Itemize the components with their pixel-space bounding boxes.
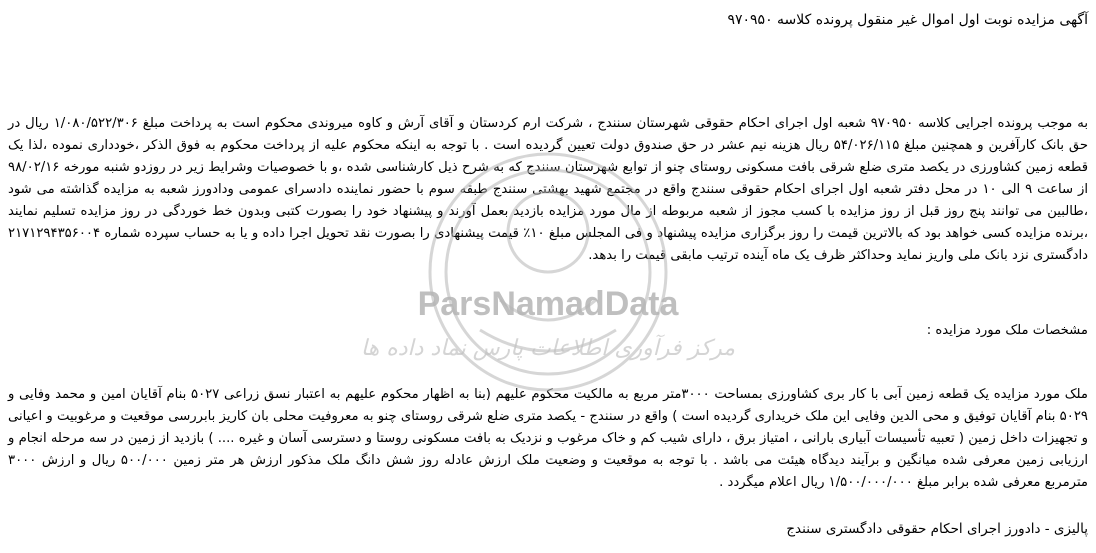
- property-specs-paragraph: ملک مورد مزایده یک قطعه زمین آبی با کار بری کشاورزی بمساحت ۳۰۰۰متر مربع به مالکیت محکوم علیهم (بنا به اظهار محکوم علیهم به اعتبار نسق زراعی ۵۰۲۷ بنام آقایان امین و محمد وفایی و ۵۰۲۹ بنام آقایان توفیق و محی الدین وفایی این ملک خریداری گردیده است ) واقع در سنندج - یکصد متری ضلع شرقی روستای چنو به معروفیت محلی بان کاریز بابررسی موقعیت و مرغوبیت و اعیانی و تجهیزات داخل زمین ( تعبیه تأسیسات آبیاری بارانی ، امتیاز برق ، دارای شیب کم و خاک مرغوب و نزدیک به بافت مسکونی روستا و دسترسی آسان و غیره .... ) بازدید از زمین در سه مرحله انجام و ارزیابی زمین معرفی شده میانگین و برآیند دیدگاه هیئت می باشد . با توجه به موقعیت و وضعیت ملک ارزش عادله روز شش دانگ ملک مذکور ارزش هر متر زمین ۵۰۰/۰۰۰ ریال و ارزش ۳۰۰۰ مترمربع معرفی شده برابر مبلغ ۱/۵۰۰/۰۰۰/۰۰۰ ریال اعلام میگردد .: [8, 387, 1088, 490]
- watermark-brand: ParsNamadData: [417, 285, 679, 323]
- property-specs-heading: مشخصات ملک مورد مزایده :: [926, 323, 1088, 338]
- notice-body-paragraph: به موجب پرونده اجرایی کلاسه ۹۷۰۹۵۰ شعبه اول اجرای احکام حقوقی شهرستان سنندج ، شرکت ارم کردستان و آقای آرش و کاوه میروندی محکوم است به پرداخت مبلغ ۱/۰۸۰/۵۲۲/۳۰۶ ریال در حق بانک کارآفرین و همچنین مبلغ ۵۴/۰۲۶/۱۱۵ ریال هزینه نیم عشر در حق صندوق دولت تعیین گردیده است . با توجه به اینکه محکوم علیه از پرداخت محکوم به فوق الذکر ،خودداری نموده ،لذا یک قطعه زمین کشاورزی در یکصد متری ضلع شرقی بافت مسکونی روستای چنو از توابع شهرستان سنندج که به شرح ذیل کارشناسی شده ،و با خصوصیات وشرایط زیر در روزدو شنبه مورخه ۹۸/۰۲/۱۶ از ساعت ۹ الی ۱۰ در محل دفتر شعبه اول اجرای احکام حقوقی سنندج واقع در مجتمع شهید بهشتی سنندج طبقه سوم با حضور نماینده دادسرای عمومی ودادورز شعبه به مزایده گذاشته می شود ،طالبین می توانند پنج روز قبل از روز مزایده با کسب مجوز از شعبه مربوطه از مال مورد مزایده بازدید بعمل آورند و پیشنهاد خود را بصورت کتبی وبدون خط خوردگی در روز مزایده تسلیم نمایند ،برنده مزایده کسی خواهد بود که بالاترین قیمت را روز برگزاری مزایده پیشنهاد و فی المجلس مبلغ ۱۰٪ قیمت پیشنهادی را بصورت نقد تحویل اجرا داده و یا به حساب سپرده شماره ۲۱۷۱۲۹۴۳۵۶۰۰۴ دادگستری نزد بانک ملی واریز نماید وحداکثر ظرف یک ماه آینده ترتیب مابقی قیمت را بدهد.: [8, 116, 1089, 263]
- signature-line: پالیزی - دادورز اجرای احکام حقوقی دادگستری سنندج: [786, 521, 1088, 537]
- notice-title: آگهی مزایده نوبت اول اموال غیر منقول پرونده کلاسه ۹۷۰۹۵۰: [727, 12, 1088, 28]
- watermark-tagline: مرکز فرآوری اطلاعات پارس نماد داده ها: [360, 336, 736, 361]
